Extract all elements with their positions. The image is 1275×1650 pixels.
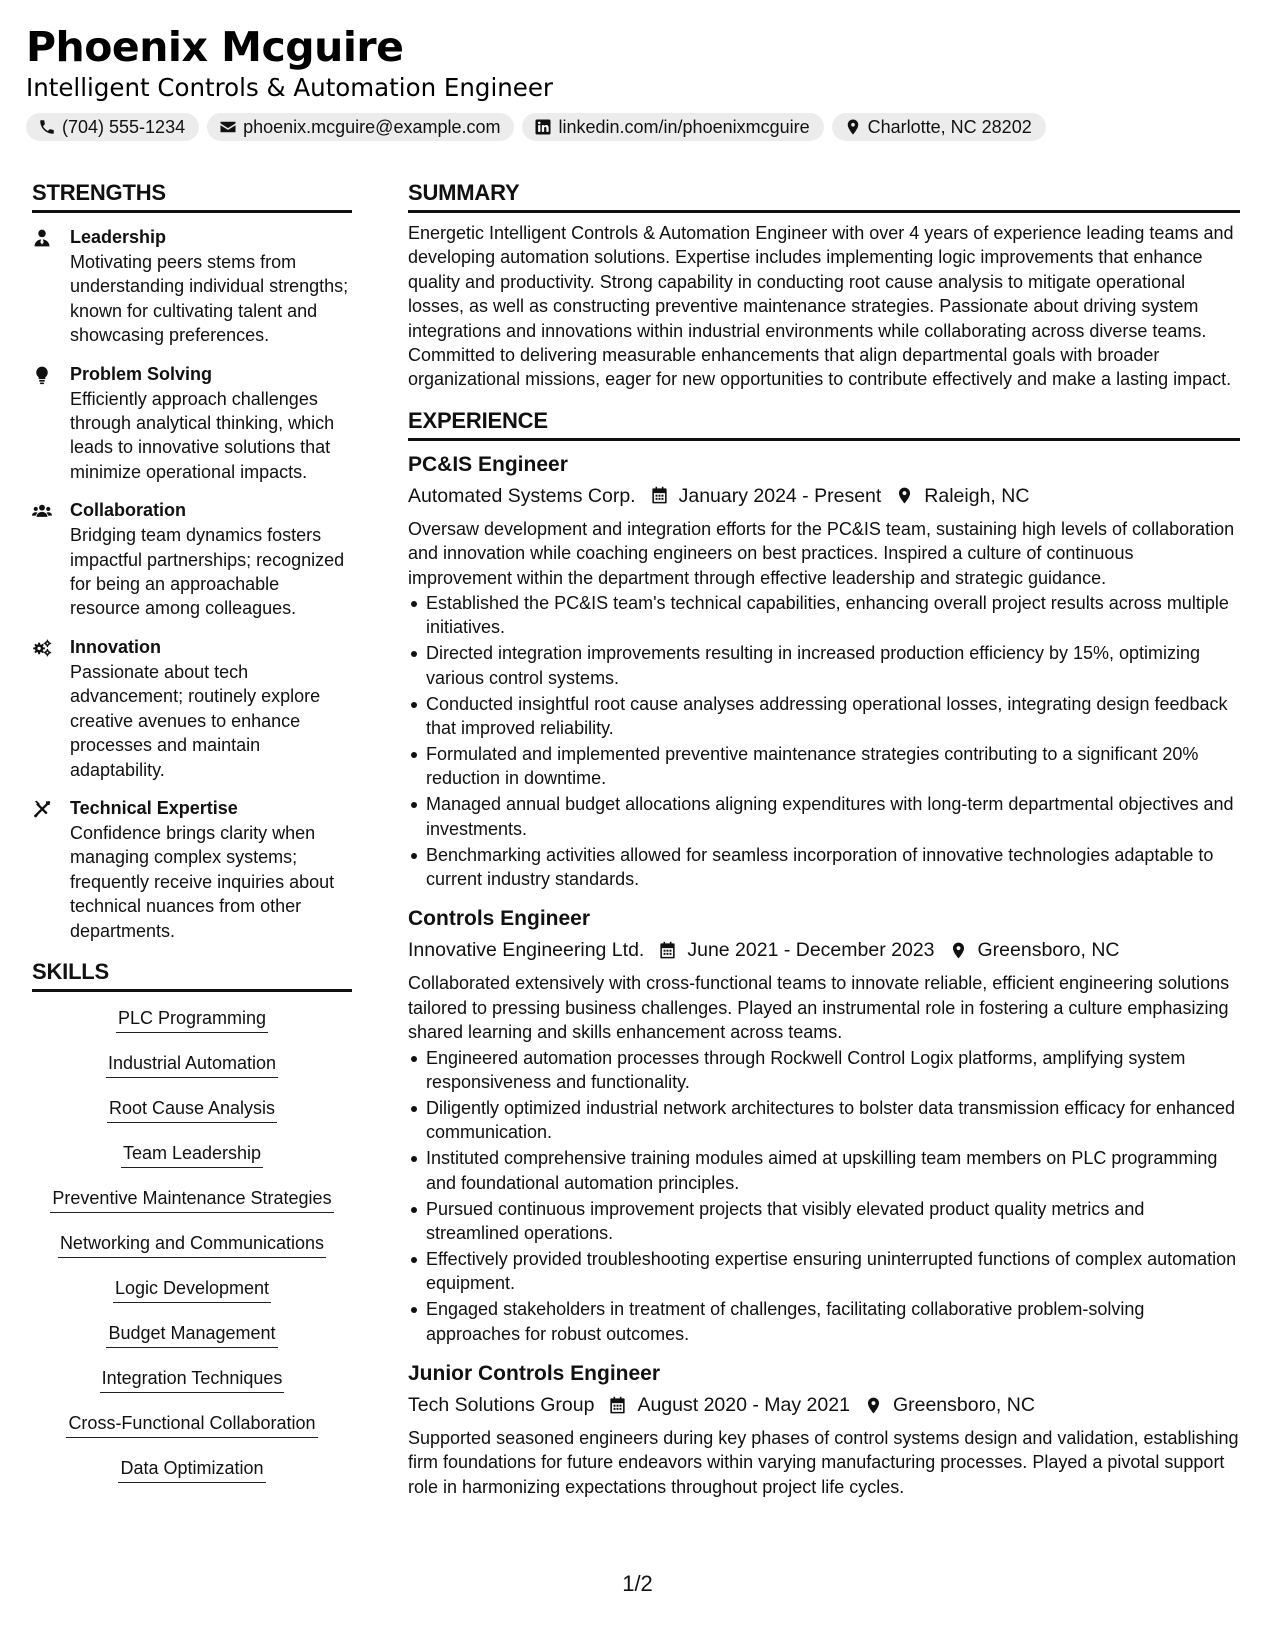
job-meta (408, 935, 1240, 965)
user-tie-icon (32, 228, 52, 248)
strength-description: Bridging team dynamics fosters impactful partnerships; recognized for being an approachable resource among colleagues. (70, 525, 345, 619)
bullet-item: Effectively provided troubleshooting expertise ensuring uninterrupted functions of complex automation equipment. (408, 1247, 1240, 1296)
strength-description: Motivating peers stems from understanding individual strengths; known for cultivating talent and showcasing preferences. (70, 252, 349, 346)
phone-text: (704) 555-1234 (62, 116, 186, 137)
strength-title: Leadership (70, 227, 167, 247)
resume-header (26, 22, 1246, 141)
job-company: Innovative Engineering Ltd. (408, 939, 645, 962)
skill-tag: Team Leadership (121, 1141, 263, 1168)
calendar-icon (658, 941, 677, 960)
strength-title: Innovation (70, 636, 161, 657)
job-description: Supported seasoned engineers during key phases of control systems design and validation, establishing firm foundations for future endeavors within varying manufacturing processes. Played a pivotal support role in harmonizing expectations throughout project life cycles. (408, 1428, 1239, 1497)
bullet-item: Benchmarking activities allowed for seamless incorporation of innovative technologies adaptable to current industry standards. (408, 843, 1240, 892)
strength-title: Technical Expertise (70, 797, 238, 818)
map-pin-icon (864, 1396, 883, 1415)
job-company: Automated Systems Corp. (408, 484, 636, 507)
job-description: Collaborated extensively with cross-functional teams to innovate reliable, efficient engineering solutions tailored to pressing business challenges. Played an instrumental role in fostering a culture emphasizing shared learning and skills enhancement across teams. (408, 973, 1230, 1043)
contact-linkedin[interactable] (522, 113, 823, 141)
bullet-item: Directed integration improvements resulting in increased production efficiency by 15%, optimizing various control systems. (408, 641, 1240, 690)
strength-description: Confidence brings clarity when managing complex systems; frequently receive inquiries about technical nuances from other departments. (70, 822, 335, 941)
skills-heading: SKILLS (32, 957, 352, 992)
strength-description: Efficiently approach challenges through analytical thinking, which leads to innovative solutions that minimize operational impacts. (70, 388, 335, 482)
strengths-heading: STRENGTHS (32, 178, 352, 213)
map-pin-icon (949, 941, 968, 960)
job-bullets (408, 1046, 1240, 1346)
bullet-item: Pursued continuous improvement projects that visibly elevated product quality metrics and streamlined operations. (408, 1197, 1240, 1246)
location-text: Charlotte, NC 28202 (867, 116, 1032, 137)
strength-item (32, 225, 352, 348)
candidate-title: Intelligent Controls & Automation Engineer (26, 73, 554, 102)
skill-tag: Networking and Communications (58, 1231, 326, 1258)
skill-tag: Budget Management (106, 1321, 277, 1348)
skill-tag: PLC Programming (116, 1006, 268, 1033)
candidate-name: Phoenix Mcguire (26, 23, 404, 71)
job-dates: August 2020 - May 2021 (637, 1394, 850, 1417)
contact-phone[interactable] (26, 113, 199, 141)
experience-heading: EXPERIENCE (408, 406, 1240, 441)
job-role: PC&IS Engineer (408, 452, 568, 476)
skill-tag: Integration Techniques (100, 1366, 285, 1393)
contact-email[interactable] (207, 113, 514, 141)
experience-entry (408, 905, 1240, 1346)
job-role: Junior Controls Engineer (408, 1362, 661, 1386)
skill-tag: Root Cause Analysis (107, 1096, 277, 1123)
job-dates: June 2021 - December 2023 (687, 939, 935, 962)
skills-list (32, 1006, 352, 1501)
strength-title: Collaboration (70, 500, 186, 521)
calendar-icon (608, 1396, 627, 1415)
email-text: phoenix.mcguire@example.com (243, 116, 501, 137)
summary-text: Energetic Intelligent Controls & Automation Engineer with over 4 years of experience leading teams and developing automation solutions. Expertise includes implementing logic improvements that enhance quality and productivity. Strong capability in conducting root cause analysis to mitigate operational losses, as well as constructing preventive maintenance strategies. Passionate about driving system integrations and innovations within industrial environments while collaborating across diverse teams. Committed to delivering measurable enhancements that align departmental goals with broader organizational missions, eager for new opportunities to contribute effectively and make a lasting impact. (408, 223, 1234, 390)
phone-icon (38, 118, 56, 136)
bullet-item: Diligently optimized industrial network architectures to bolster data transmission efficacy for enhanced communication. (408, 1096, 1240, 1145)
lightbulb-icon (32, 365, 52, 385)
job-location: Greensboro, NC (892, 1394, 1035, 1417)
bullet-item: Managed annual budget allocations aligning expenditures with long-term departmental objectives and investments. (408, 792, 1240, 841)
summary-heading: SUMMARY (408, 178, 1240, 213)
skill-tag: Logic Development (113, 1276, 271, 1303)
bullet-item: Conducted insightful root cause analyses addressing operational losses, integrating design feedback that improved reliability. (408, 692, 1240, 741)
bullet-item: Engineered automation processes through Rockwell Control Logix platforms, amplifying system responsiveness and functionality. (408, 1046, 1240, 1095)
map-pin-icon (895, 486, 914, 505)
bullet-item: Formulated and implemented preventive maintenance strategies contributing to a significant 20% reduction in downtime. (408, 742, 1240, 791)
linkedin-icon (534, 118, 552, 136)
job-location: Raleigh, NC (924, 484, 1030, 507)
job-role: Controls Engineer (408, 907, 591, 931)
linkedin-text: linkedin.com/in/phoenixmcguire (558, 116, 810, 137)
tools-icon (32, 799, 52, 819)
page-number: 1/2 (622, 1571, 653, 1596)
job-meta (408, 481, 1240, 511)
job-location: Greensboro, NC (977, 939, 1120, 962)
skill-tag: Industrial Automation (106, 1051, 278, 1078)
calendar-icon (650, 486, 669, 505)
strength-title: Problem Solving (70, 363, 213, 384)
contact-bar (26, 113, 1246, 141)
experience-entry (408, 1360, 1240, 1499)
strength-description: Passionate about tech advancement; routinely explore creative avenues to enhance processes and maintain adaptability. (70, 661, 321, 780)
bullet-item: Established the PC&IS team's technical capabilities, enhancing overall project results across multiple initiatives. (408, 591, 1240, 640)
map-pin-icon (844, 118, 862, 136)
job-meta (408, 1390, 1240, 1420)
job-company: Tech Solutions Group (408, 1394, 595, 1417)
strength-item (32, 498, 352, 621)
strengths-list (32, 225, 352, 943)
experience-entry (408, 451, 1240, 892)
skill-tag: Preventive Maintenance Strategies (50, 1186, 333, 1213)
right-column (408, 178, 1240, 1499)
left-column (32, 178, 352, 1501)
strength-item (32, 796, 352, 943)
bullet-item: Engaged stakeholders in treatment of challenges, facilitating collaborative problem-solving approaches for robust outcomes. (408, 1297, 1240, 1346)
envelope-icon (219, 118, 237, 136)
skill-tag: Cross-Functional Collaboration (66, 1411, 317, 1438)
bullet-item: Instituted comprehensive training modules aimed at upskilling team members on PLC programming and foundational automation principles. (408, 1146, 1240, 1195)
strength-item (32, 635, 352, 782)
strength-item (32, 362, 352, 485)
cogs-icon (32, 638, 52, 658)
job-bullets (408, 591, 1240, 891)
contact-location (832, 113, 1046, 141)
users-icon (32, 501, 52, 521)
skill-tag: Data Optimization (118, 1456, 265, 1483)
job-dates: January 2024 - Present (678, 484, 882, 507)
job-description: Oversaw development and integration efforts for the PC&IS team, sustaining high levels of collaboration and innovation while coaching engineers on best practices. Inspired a culture of continuous improvement within the department through effective leadership and strategic guidance. (408, 518, 1235, 588)
